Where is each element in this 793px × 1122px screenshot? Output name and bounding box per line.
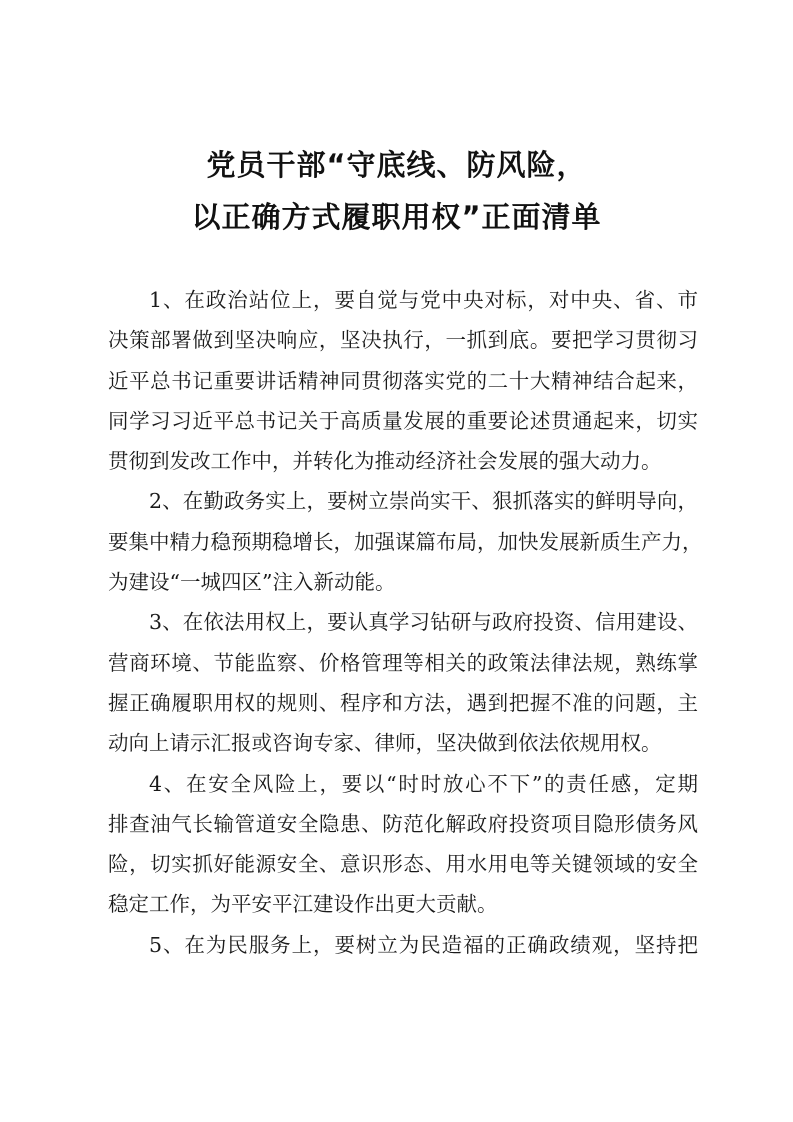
paragraph-line: 2、在勤政务实上，要树立崇尚实干、狠抓落实的鲜明导向，: [149, 489, 698, 514]
paragraph-line: 4、在安全风险上，要以“时时放心不下”的责任感，定期: [149, 771, 698, 796]
paragraph-line: 贯彻到发改工作中，并转化为推动经济社会发展的强大动力。: [108, 449, 662, 474]
paragraph-line: 险，切实抓好能源安全、意识形态、用水用电等关键领域的安全: [108, 852, 698, 877]
paragraph-line: 营商环境、节能监察、价格管理等相关的政策法律法规，熟练掌: [108, 650, 698, 675]
paragraph-4: [108, 764, 698, 925]
document-title-line-1: 党员干部“守底线、防风险，: [206, 148, 587, 182]
paragraph-line: 决策部署做到坚决响应，坚决执行，一抓到底。要把学习贯彻习: [108, 328, 698, 353]
paragraph-2: [108, 481, 703, 602]
paragraph-line: 5、在为民服务上，要树立为民造福的正确政绩观，坚持把: [149, 932, 698, 957]
paragraph-line: 排查油气长输管道安全隐患、防范化解政府投资项目隐形债务风: [108, 811, 698, 836]
paragraph-line: 同学习习近平总书记关于高质量发展的重要论述贯通起来，切实: [108, 408, 698, 433]
paragraph-line: 3、在依法用权上，要认真学习钻研与政府投资、信用建设、: [149, 610, 698, 635]
document-body: [108, 280, 703, 965]
paragraph-line: 近平总书记重要讲话精神同贯彻落实党的二十大精神结合起来，: [108, 368, 698, 393]
paragraph-line: 为建设“一城四区”注入新动能。: [108, 570, 396, 595]
paragraph-1: [108, 280, 698, 481]
paragraph-3: [108, 602, 698, 763]
paragraph-line: 1、在政治站位上，要自觉与党中央对标，对中央、省、市: [149, 288, 698, 312]
paragraph-line: 动向上请示汇报或咨询专家、律师，坚决做到依法依规用权。: [108, 731, 662, 756]
paragraph-5: [108, 925, 698, 965]
document-title-line-2: 以正确方式履职用权”正面清单: [191, 200, 602, 234]
paragraph-line: 握正确履职用权的规则、程序和方法，遇到把握不准的问题，主: [108, 690, 698, 715]
paragraph-line: 要集中精力稳预期稳增长，加强谋篇布局，加快发展新质生产力，: [108, 529, 703, 554]
paragraph-line: 稳定工作，为平安平江建设作出更大贡献。: [108, 892, 498, 917]
